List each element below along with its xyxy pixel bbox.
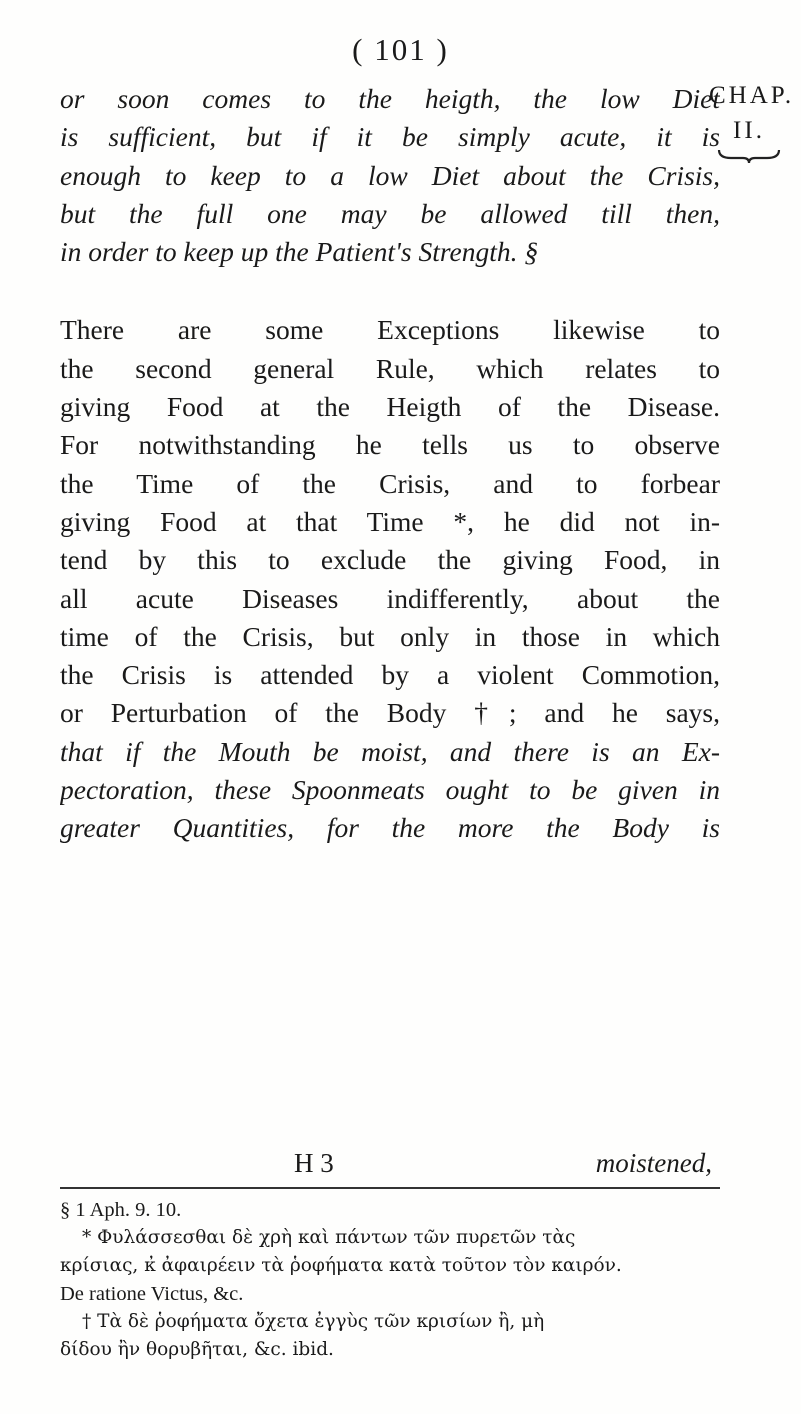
text-line: time of the Crisis, but only in those in which xyxy=(60,620,720,652)
footnote-dagger-greek-1: † Τὰ δὲ ῥοφήματα ὄχετα ἐγγὺς τῶν κρισίων ἢ, μὴ xyxy=(82,1311,545,1332)
footnote-star-greek-2: κρίσιας, κ̓ ἀφαιρέειν τὰ ῥοφήματα κατὰ τοῦτον τὸν καιρόν. xyxy=(60,1255,622,1276)
text-line: For notwithstanding he tells us to observe xyxy=(60,429,720,461)
text-line: is sufficient, but if it be simply acute, it is xyxy=(60,121,720,153)
text-line: but the full one may be allowed till then, xyxy=(60,197,720,229)
signature-mark: H 3 xyxy=(294,1148,334,1178)
footnote-section-ref: § 1 Aph. 9. 10. xyxy=(60,1199,182,1221)
paragraph-gap xyxy=(60,271,720,311)
text-line: There are some Exceptions likewise to xyxy=(60,314,720,346)
text-line: giving Food at the Heigth of the Disease. xyxy=(60,391,720,423)
text-line: that if the Mouth be moist, and there is an Ex- xyxy=(60,735,720,767)
footnotes xyxy=(60,1196,720,1364)
chapter-number: II. xyxy=(733,117,765,144)
text-line: in order to keep up the Patient's Strength. § xyxy=(60,236,539,268)
footnote-dagger-greek-2: δίδου ἢν θορυβῆται, &c. ibid. xyxy=(60,1339,334,1360)
text-line: greater Quantities, for the more the Body is xyxy=(60,812,720,844)
text-line: all acute Diseases indifferently, about the xyxy=(60,582,720,614)
text-line: the Time of the Crisis, and to forbear xyxy=(60,467,720,499)
text-line: or soon comes to the heigth, the low Diet xyxy=(60,83,720,114)
text-line: the Crisis is attended by a violent Commotion, xyxy=(60,659,720,691)
page-number: ( 101 ) xyxy=(352,32,449,67)
text-line: giving Food at that Time *, he did not in- xyxy=(60,505,720,537)
footnote-star-greek-1: * Φυλάσσεσθαι δὲ χρὴ καὶ πάντων τῶν πυρετῶν τὰς xyxy=(82,1227,576,1248)
body-text xyxy=(60,80,720,848)
text-line: the second general Rule, which relates to xyxy=(60,352,720,384)
text-line: tend by this to exclude the giving Food, in xyxy=(60,544,720,576)
text-line: pectoration, these Spoonmeats ought to be given in xyxy=(60,774,720,806)
footnote-rule xyxy=(60,1187,720,1189)
footnote-star-latin: De ratione Victus, &c. xyxy=(60,1283,244,1305)
chapter-label: CHAP. xyxy=(709,82,795,109)
chapter-margin-note xyxy=(709,78,795,164)
text-line: or Perturbation of the Body †; and he says, xyxy=(60,697,720,729)
curly-brace-icon xyxy=(717,148,781,164)
text-line: enough to keep to a low Diet about the Crisis, xyxy=(60,159,720,191)
catchword: moistened, xyxy=(595,1148,712,1178)
